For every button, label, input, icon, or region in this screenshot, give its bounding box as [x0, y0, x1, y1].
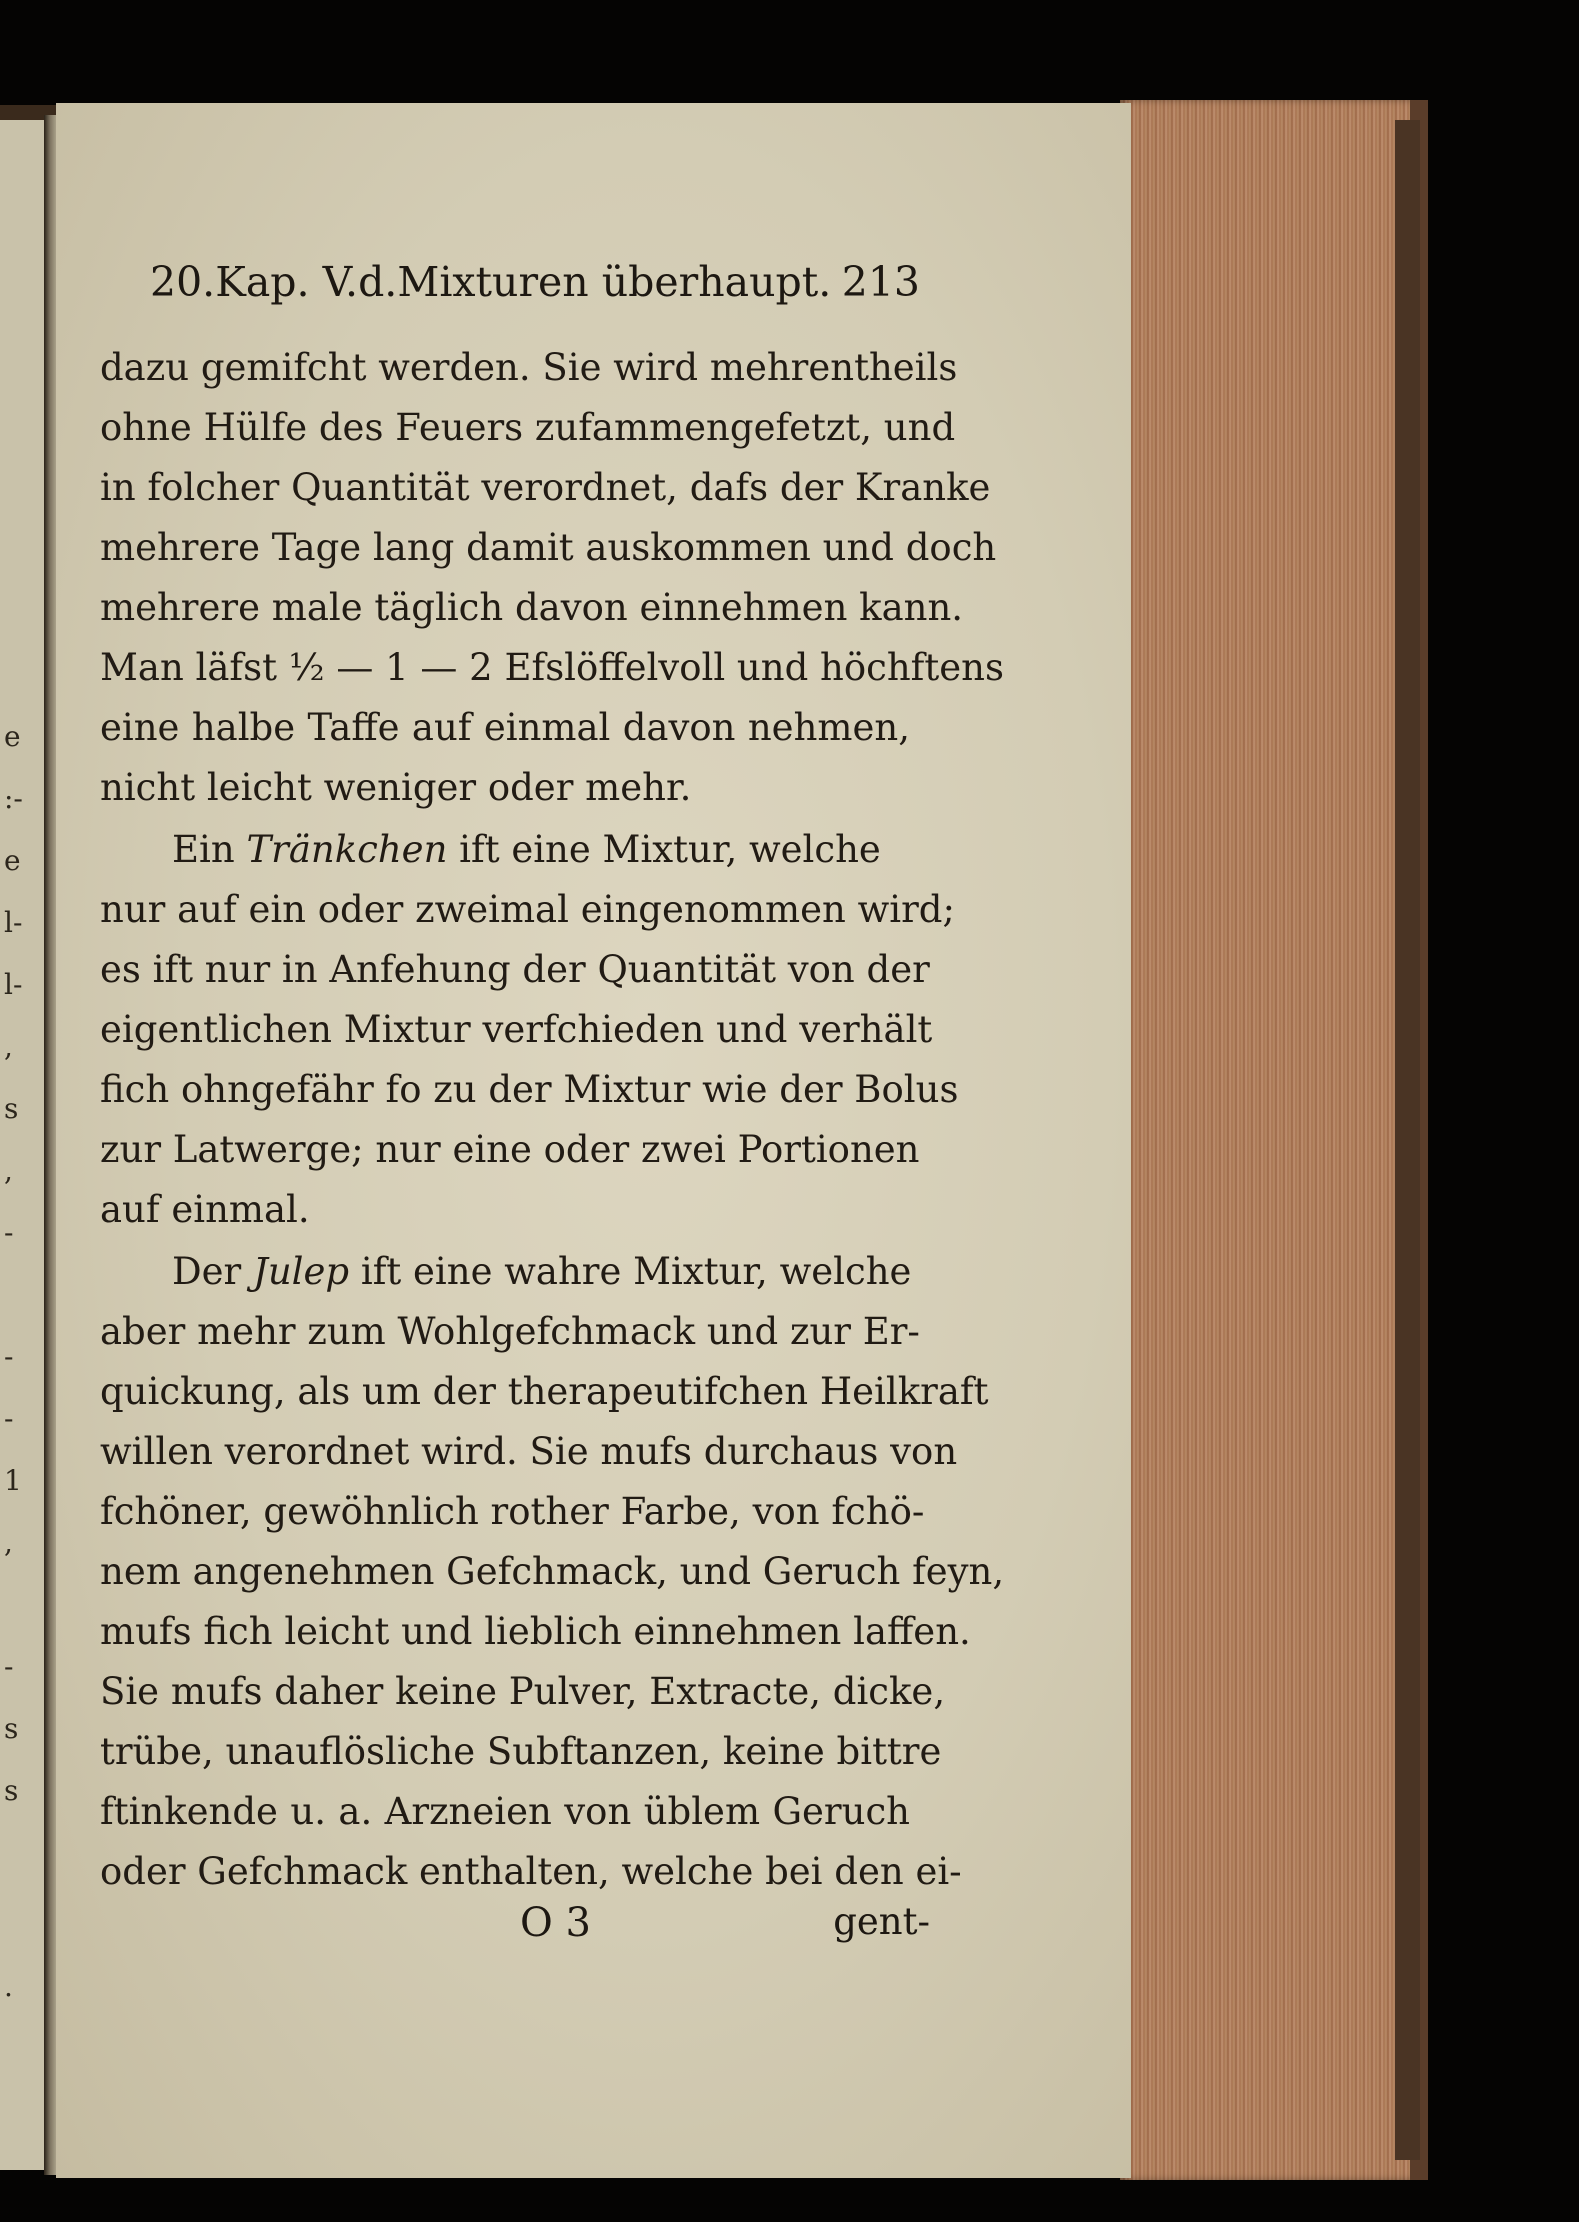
term-julep: Julep: [253, 1250, 350, 1293]
left-mark: .: [4, 1970, 13, 2003]
left-page-marks: [0, 720, 50, 2120]
text-fragment: Der: [172, 1250, 242, 1293]
text-line: Sie mufs daher keine Pulver, Extracte, dicke,: [100, 1670, 946, 1713]
text-line: auf einmal.: [100, 1188, 310, 1231]
text-line: trübe, unauflösliche Subftanzen, keine bittre: [100, 1730, 942, 1773]
left-mark: l-: [4, 968, 23, 1001]
gutter: [44, 115, 56, 2175]
left-mark: -: [4, 1216, 14, 1249]
text-line-traenkchen: [100, 822, 910, 877]
text-line: dazu gemifcht werden. Sie wird mehrentheils: [100, 346, 958, 389]
text-line: willen verordnet wird. Sie mufs durchaus von: [100, 1430, 958, 1473]
left-mark: l-: [4, 906, 23, 939]
left-page-fragment: [0, 120, 50, 2170]
text-line: ohne Hülfe des Feuers zufammengefetzt, und: [100, 406, 956, 449]
page-header: [150, 258, 920, 318]
running-head: 20.Kap. V.d.Mixturen überhaupt.: [150, 258, 832, 306]
left-mark: ,: [4, 1030, 13, 1063]
page-fore-edge: [1120, 100, 1428, 2180]
text-line: fchöner, gewöhnlich rother Farbe, von fchö-: [100, 1490, 925, 1533]
left-mark: -: [4, 1402, 14, 1435]
text-line: oder Gefchmack enthalten, welche bei den ei-: [100, 1850, 962, 1893]
term-traenkchen: Tränkchen: [246, 828, 448, 871]
text-line: Man läfst ½ — 1 — 2 Efslöffelvoll und höchftens: [100, 646, 1004, 689]
text-line: eine halbe Taffe auf einmal davon nehmen,: [100, 706, 910, 749]
text-line: nur auf ein oder zweimal eingenommen wird;: [100, 888, 955, 931]
text-fragment: ift eine Mixtur, welche: [459, 828, 881, 871]
left-mark: e: [4, 844, 21, 877]
left-mark: s: [4, 1092, 19, 1125]
catchword: gent-: [833, 1900, 930, 1943]
text-line-julep: [100, 1244, 910, 1299]
left-mark: ,: [4, 1526, 13, 1559]
text-line: es ift nur in Anfehung der Quantität von der: [100, 948, 930, 991]
text-line: ftinkende u. a. Arzneien von üblem Geruch: [100, 1790, 910, 1833]
text-line: in folcher Quantität verordnet, dafs der Kranke: [100, 466, 991, 509]
left-mark: -: [4, 1650, 14, 1683]
page-number: 213: [841, 258, 920, 306]
back-cover-edge: [1395, 120, 1420, 2160]
left-mark: s: [4, 1774, 19, 1807]
text-line: nicht leicht weniger oder mehr.: [100, 766, 692, 809]
left-mark: e: [4, 720, 21, 753]
left-mark: ,: [4, 1154, 13, 1187]
text-line: fich ohngefähr fo zu der Mixtur wie der Bolus: [100, 1068, 959, 1111]
left-mark: :-: [4, 782, 23, 815]
text-line: eigentlichen Mixtur verfchieden und verhält: [100, 1008, 933, 1051]
left-mark: -: [4, 1340, 14, 1373]
signature-mark: O 3: [520, 1900, 591, 1946]
text-line: mufs fich leicht und lieblich einnehmen laffen.: [100, 1610, 971, 1653]
text-line: aber mehr zum Wohlgefchmack und zur Er-: [100, 1310, 920, 1353]
left-mark: s: [4, 1712, 19, 1745]
text-line: quickung, als um der therapeutifchen Heilkraft: [100, 1370, 989, 1413]
left-mark: 1: [4, 1464, 22, 1497]
text-line: zur Latwerge; nur eine oder zwei Portionen: [100, 1128, 920, 1171]
text-fragment: Ein: [172, 828, 235, 871]
text-fragment: ift eine wahre Mixtur, welche: [360, 1250, 912, 1293]
text-line: nem angenehmen Gefchmack, und Geruch feyn,: [100, 1550, 1005, 1593]
text-line: mehrere Tage lang damit auskommen und doch: [100, 526, 997, 569]
text-line: mehrere male täglich davon einnehmen kann.: [100, 586, 964, 629]
